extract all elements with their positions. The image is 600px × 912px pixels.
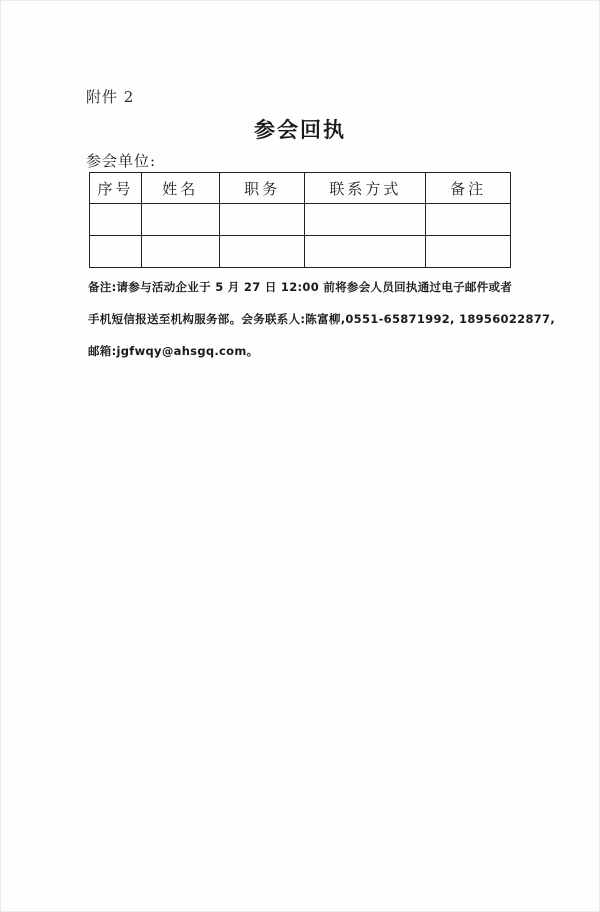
receipt-table [89, 172, 511, 268]
note-line: 邮箱:jgfwqy@ahsgq.com。 [88, 344, 259, 358]
table-cell [90, 236, 142, 268]
table-cell [305, 236, 426, 268]
unit-label: 参会单位: [86, 152, 157, 170]
note-text [88, 271, 556, 367]
table-cell [141, 236, 219, 268]
table-header-row [90, 173, 511, 204]
table-cell [305, 204, 426, 236]
table-cell [426, 236, 511, 268]
table-row [90, 236, 511, 268]
table-row [90, 204, 511, 236]
header-cell-remarks: 备注 [426, 173, 511, 204]
table-cell [426, 204, 511, 236]
note-line: 手机短信报送至机构服务部。会务联系人:陈富柳,0551-65871992, 18956022877, [88, 312, 556, 326]
header-cell-position: 职务 [219, 173, 305, 204]
table-cell [219, 236, 305, 268]
header-cell-name: 姓名 [141, 173, 219, 204]
table-cell [90, 204, 142, 236]
page-title: 参会回执 [254, 118, 346, 142]
header-cell-contact: 联系方式 [305, 173, 426, 204]
note-line: 备注:请参与活动企业于 5 月 27 日 12:00 前将参会人员回执通过电子邮件或者 [88, 280, 513, 294]
header-cell-number: 序号 [90, 173, 142, 204]
attachment-label: 附件 2 [86, 88, 135, 106]
table-cell [141, 204, 219, 236]
table-cell [219, 204, 305, 236]
